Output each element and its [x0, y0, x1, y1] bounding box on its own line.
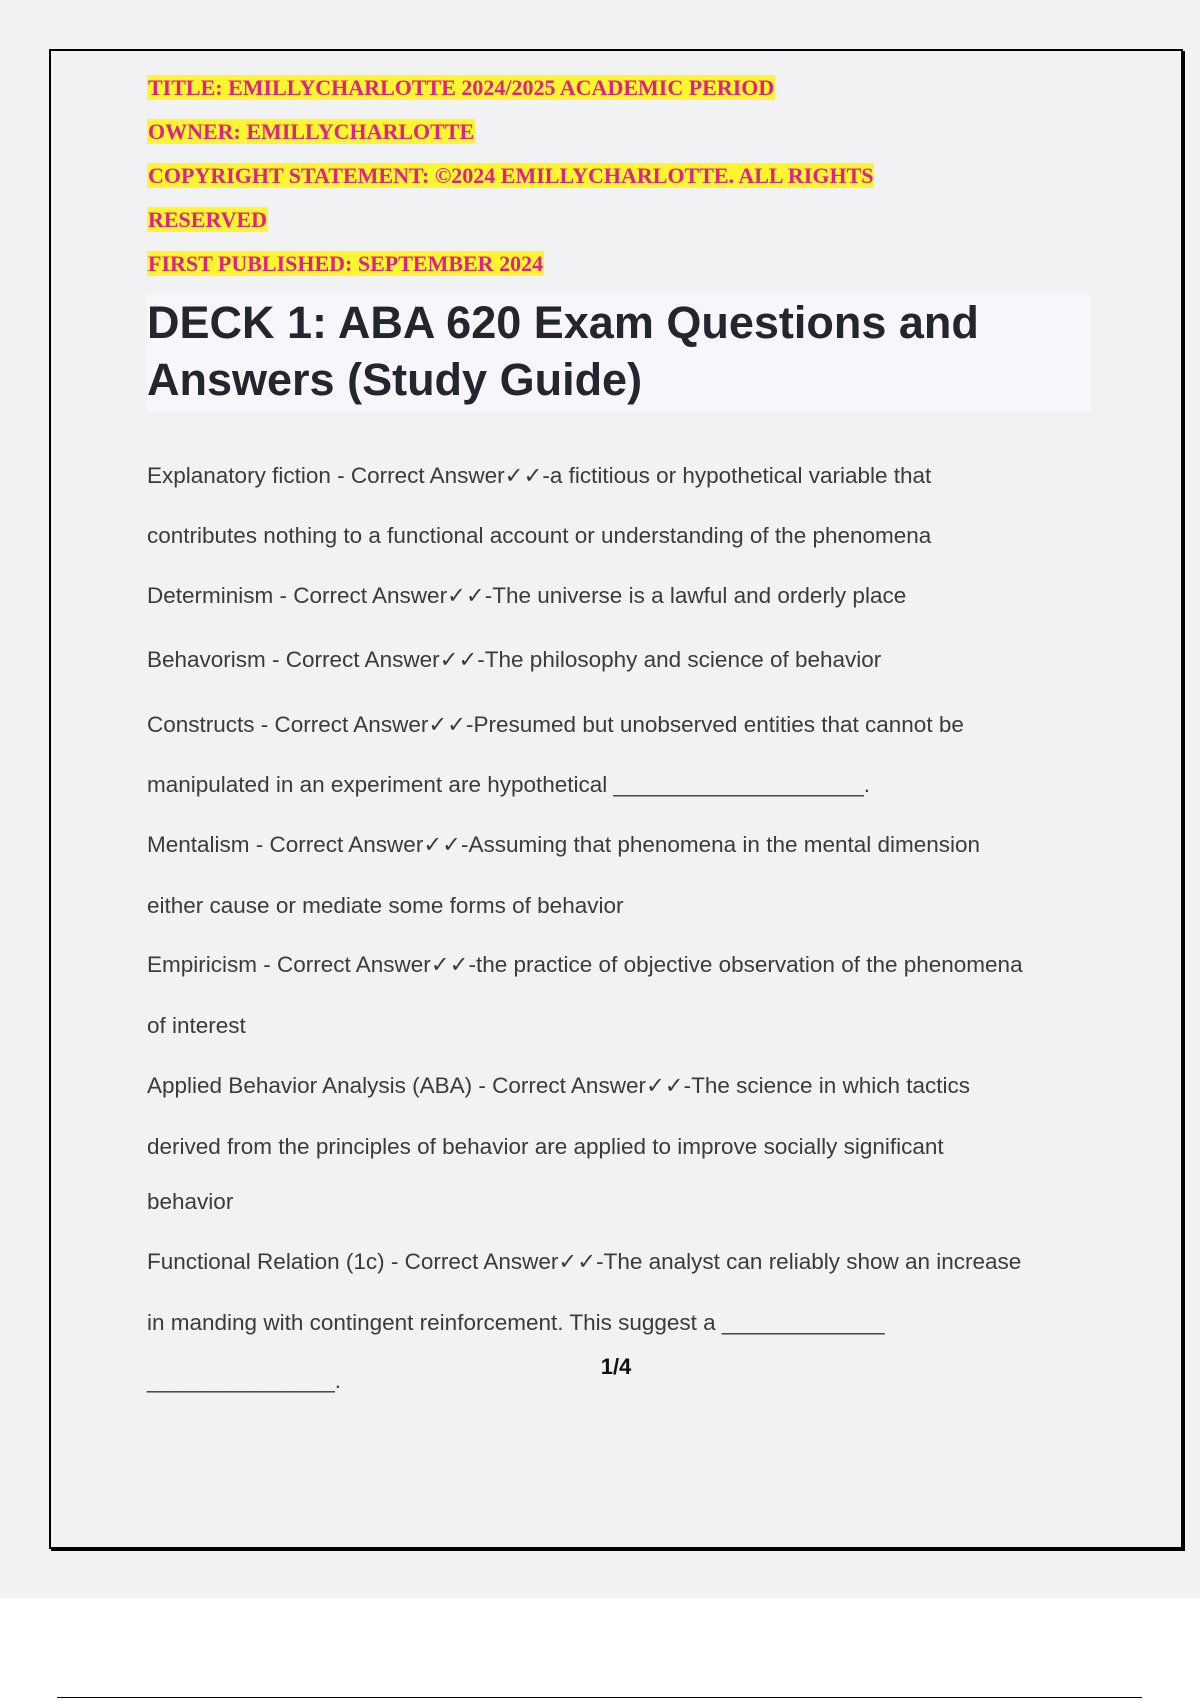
- meta-copyright-line-continued: RESERVED: [148, 207, 268, 232]
- qa-line: Empiricism - Correct Answer✓✓-the practice of objective observation of the phenomena: [147, 952, 1023, 977]
- document-page: [49, 49, 1183, 1549]
- meta-copyright-line: COPYRIGHT STATEMENT: ©2024 EMILLYCHARLOTTE. ALL RIGHTS: [148, 163, 874, 188]
- divider: [57, 1697, 1142, 1698]
- qa-line: either cause or mediate some forms of behavior: [147, 893, 624, 918]
- qa-line: behavior: [147, 1189, 234, 1214]
- qa-line: Constructs - Correct Answer✓✓-Presumed but unobserved entities that cannot be: [147, 712, 964, 737]
- qa-line: _______________.: [147, 1368, 341, 1393]
- page-title-line-2: Answers (Study Guide): [147, 354, 643, 405]
- qa-line: of interest: [147, 1013, 246, 1038]
- qa-line: in manding with contingent reinforcement. This suggest a _____________: [147, 1310, 885, 1335]
- qa-line: Mentalism - Correct Answer✓✓-Assuming that phenomena in the mental dimension: [147, 832, 981, 857]
- qa-line: Applied Behavior Analysis (ABA) - Correct Answer✓✓-The science in which tactics: [147, 1073, 971, 1098]
- meta-published-line: FIRST PUBLISHED: SEPTEMBER 2024: [148, 251, 544, 276]
- page-title-line-1: DECK 1: ABA 620 Exam Questions and: [147, 297, 979, 348]
- meta-title-line: TITLE: EMILLYCHARLOTTE 2024/2025 ACADEMIC PERIOD: [148, 75, 775, 100]
- meta-owner-line: OWNER: EMILLYCHARLOTTE: [148, 119, 475, 144]
- qa-line: Determinism - Correct Answer✓✓-The universe is a lawful and orderly place: [147, 583, 907, 608]
- qa-line: contributes nothing to a functional account or understanding of the phenomena: [147, 523, 932, 548]
- page-title: [147, 294, 1091, 412]
- page-number: 1/4: [600, 1354, 632, 1379]
- qa-line: Explanatory fiction - Correct Answer✓✓-a fictitious or hypothetical variable that: [147, 463, 932, 488]
- qa-line: Behavorism - Correct Answer✓✓-The philosophy and science of behavior: [147, 647, 882, 672]
- page-gap: [0, 1598, 1200, 1700]
- qa-line: manipulated in an experiment are hypothetical ____________________.: [147, 772, 871, 797]
- qa-line: derived from the principles of behavior are applied to improve socially significant: [147, 1134, 944, 1159]
- qa-line: Functional Relation (1c) - Correct Answer✓✓-The analyst can reliably show an increase: [147, 1249, 1022, 1274]
- document-metadata: [147, 70, 1047, 290]
